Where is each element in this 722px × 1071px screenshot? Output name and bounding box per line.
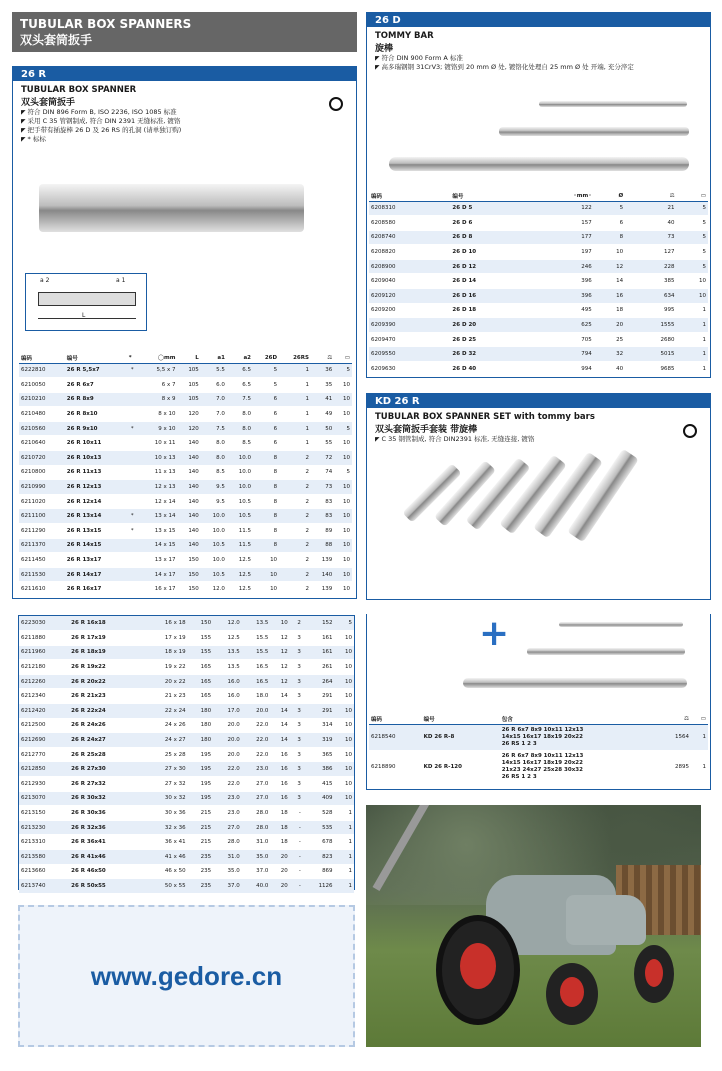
plus-icon: + bbox=[479, 613, 510, 654]
tommy-bar-large bbox=[463, 678, 687, 688]
table-row: 6213740 26 R 50x55 50 x 55 235 37.0 40.0 20 - 1126 1 bbox=[19, 879, 354, 894]
tommy-bar-small bbox=[559, 622, 683, 627]
table-row: 6213070 26 R 30x32 30 x 32 195 23.0 27.0 16 3 409 10 bbox=[19, 791, 354, 806]
table-row: 6210050 26 R 6x7 6 x 7 105 6.0 6.5 5 1 35 10 bbox=[19, 378, 352, 393]
section-kd26r-continued bbox=[366, 614, 711, 790]
table-row: 6210560 26 R 9x10 * 9 x 10 120 7.5 8.0 6 1 50 5 bbox=[19, 421, 352, 436]
feature-list: ◤ 符合 DIN 900 Form A 标准 ◤ 高多瑞钢钢 31CrV3; 镀铬到 20 mm Ø 处, 镀铬化处理自 25 mm Ø 处 开端, 充分淬定 bbox=[375, 54, 702, 72]
page-title-cn: 双头套筒扳手 bbox=[20, 33, 93, 47]
tommy-bar-small bbox=[539, 101, 687, 107]
table-row: 6209040 26 D 14 396 14 385 10 bbox=[369, 274, 708, 289]
table-row: 6208820 26 D 10 197 10 127 5 bbox=[369, 245, 708, 260]
product-title-cn: 双头套筒扳手套装 带旋棒 bbox=[375, 425, 478, 435]
feature-list: ◤ 符合 DIN 896 Form B, ISO 2236, ISO 1085 标准 ◤ 采用 C 35 管钢制成, 符合 DIN 2391 无缝标准, 镀铬 ◤ 把手带有插旋棒 26 D 及 26 RS 的孔洞 (请单独订购) ◤ * 标标 bbox=[21, 108, 348, 144]
table-kd26r: 编码 编号 包含 ⚖ ▭ 6218540 KD 26 R-8 26 R 6x7 8x9 10x11 12x13 14x15 16x17 18x19 20x22 26 RS 1 2 3 1564 1 6218890 KD 26 R-120 26 R 6x7 8x9 10x11 12x13 14x15 16x17 18x19 20x22 21x23 24x27 25x28 30x32 26 RS 1 2 3 2895 1 bbox=[369, 714, 708, 784]
front-wheel bbox=[546, 963, 598, 1025]
table-row: 6210480 26 R 8x10 8 x 10 120 7.0 8.0 6 1 49 10 bbox=[19, 407, 352, 422]
table-row: 6213230 26 R 32x36 32 x 36 215 27.0 28.0 18 - 535 1 bbox=[19, 820, 354, 835]
section-kd26r bbox=[366, 393, 711, 600]
table-row: 6210800 26 R 11x13 11 x 13 140 8.5 10.0 8 2 74 5 bbox=[19, 465, 352, 480]
table-row: 6218890 KD 26 R-120 26 R 6x7 8x9 10x11 12x13 14x15 16x17 18x19 20x22 21x23 24x27 25x28 30x32 26 RS 1 2 3 2895 1 bbox=[369, 750, 708, 783]
table-row: 6222810 26 R 5,5x7 * 5,5 x 7 105 5.5 6.5 5 1 36 5 bbox=[19, 363, 352, 378]
website-box bbox=[18, 905, 355, 1047]
table-row: 6211610 26 R 16x17 16 x 17 150 12.0 12.5 10 2 139 10 bbox=[19, 582, 352, 597]
table-row: 6212420 26 R 22x24 22 x 24 180 17.0 20.0 14 3 291 10 bbox=[19, 704, 354, 719]
table-26r: 编码 编号 * ◯mm L a1 a2 26D 26RS ⚖ ▭ 6222810 26 R 5,5x7 * 5,5 x 7 105 5.5 6.5 5 1 36 5 6210050 26 R 6x7 6 x 7 105 6.0 6.5 5 1 35 10 6210210 26 R 8x9 8 x 9 105 7.0 7.5 6 1 41 10 6210480 26 R 8x10 8 x 10 120 7.0 8.0 6 1 49 10 6210560 26 R 9x10 * 9 x 10 120 7.5 8.0 6 1 50 5 6210640 26 R 10x11 10 x 11 140 8.0 8.5 6 1 55 10 6210720 26 R 10x13 10 x 13 140 8.0 10.0 8 2 72 10 6210800 26 R 11x13 11 x 13 140 8.5 10.0 8 2 74 5 6210990 26 R 12x13 12 x 13 140 9.5 10.0 8 2 73 10 6211020 26 R 12x14 12 x 14 140 9.5 10.5 8 2 83 10 6211100 26 R 13x14 * 13 x 14 140 10.0 10.5 8 2 83 10 6211290 26 R 13x15 * 13 x 15 140 10.0 11.5 8 2 89 10 6211370 26 R 14x15 14 x 15 140 10.5 11.5 8 2 88 10 6211450 26 R 13x17 13 x 17 150 10.0 12.5 10 2 139 10 6211530 26 R 14x17 14 x 17 150 10.5 12.5 10 2 140 10 6211610 26 R 16x17 16 x 17 150 12.0 12.5 10 2 139 10 bbox=[19, 353, 352, 597]
spanner-set-image bbox=[387, 456, 647, 546]
table-row: 6211020 26 R 12x14 12 x 14 140 9.5 10.5 8 2 83 10 bbox=[19, 494, 352, 509]
page-title: TUBULAR BOX SPANNERS bbox=[20, 17, 192, 31]
tractor-photo bbox=[366, 805, 701, 1047]
section-code: KD 26 R bbox=[367, 394, 710, 408]
front-wheel-right bbox=[634, 945, 674, 1003]
page-header bbox=[12, 12, 357, 52]
table-row: 6209120 26 D 16 396 16 634 10 bbox=[369, 289, 708, 304]
section-code: 26 D bbox=[367, 13, 710, 27]
table-row: 6212260 26 R 20x22 20 x 22 165 16.0 16.5 12 3 264 10 bbox=[19, 674, 354, 689]
section-26r-continued bbox=[18, 615, 355, 890]
table-row: 6213310 26 R 36x41 36 x 41 215 28.0 31.0 18 - 678 1 bbox=[19, 835, 354, 850]
table-row: 6211880 26 R 17x19 17 x 19 155 12.5 15.5 12 3 161 10 bbox=[19, 631, 354, 646]
section-26r bbox=[12, 66, 357, 599]
website-url[interactable]: www.gedore.cn bbox=[90, 960, 283, 991]
product-title-cn: 双头套筒扳手 bbox=[21, 98, 76, 108]
section-26d bbox=[366, 12, 711, 378]
table-row: 6213660 26 R 46x50 46 x 50 235 35.0 37.0 20 - 869 1 bbox=[19, 864, 354, 879]
spanner-image bbox=[39, 184, 304, 232]
product-title: TUBULAR BOX SPANNER bbox=[21, 85, 137, 95]
table-row: 6211450 26 R 13x17 13 x 17 150 10.0 12.5 10 2 139 10 bbox=[19, 553, 352, 568]
table-row: 6210990 26 R 12x13 12 x 13 140 9.5 10.0 8 2 73 10 bbox=[19, 480, 352, 495]
table-row: 6212850 26 R 27x30 27 x 30 195 22.0 23.0 16 3 386 10 bbox=[19, 762, 354, 777]
table-row: 6212690 26 R 24x27 24 x 27 180 20.0 22.0 14 3 319 10 bbox=[19, 733, 354, 748]
table-row: 6223030 26 R 16x18 16 x 18 150 12.0 13.5 10 2 152 5 bbox=[19, 616, 354, 631]
dimension-drawing: a 2 a 1 L bbox=[25, 273, 147, 331]
product-title: TOMMY BAR bbox=[375, 31, 434, 41]
circle-icon bbox=[329, 97, 343, 111]
table-row: 6209390 26 D 20 625 20 1555 1 bbox=[369, 318, 708, 333]
table-row: 6208740 26 D 8 177 8 73 5 bbox=[369, 230, 708, 245]
table-row: 6211530 26 R 14x17 14 x 17 150 10.5 12.5 10 2 140 10 bbox=[19, 567, 352, 582]
table-row: 6213580 26 R 41x46 41 x 46 235 31.0 35.0 20 - 823 1 bbox=[19, 850, 354, 865]
table-row: 6211370 26 R 14x15 14 x 15 140 10.5 11.5 8 2 88 10 bbox=[19, 538, 352, 553]
table-row: 6208900 26 D 12 246 12 228 5 bbox=[369, 259, 708, 274]
table-row: 6210210 26 R 8x9 8 x 9 105 7.0 7.5 6 1 41 10 bbox=[19, 392, 352, 407]
section-code: 26 R bbox=[13, 67, 356, 81]
feature-list: ◤ C 35 钢管制成, 符合 DIN2391 标准, 无缝连接, 镀铬 bbox=[375, 435, 702, 444]
table-row: 6218540 KD 26 R-8 26 R 6x7 8x9 10x11 12x13 14x15 16x17 18x19 20x22 26 RS 1 2 3 1564 1 bbox=[369, 724, 708, 750]
table-row: 6212500 26 R 24x26 24 x 26 180 20.0 22.0 14 3 314 10 bbox=[19, 718, 354, 733]
table-row: 6212770 26 R 25x28 25 x 28 195 20.0 22.0 16 3 365 10 bbox=[19, 747, 354, 762]
table-row: 6213150 26 R 30x36 30 x 36 215 23.0 28.0 18 - 528 1 bbox=[19, 806, 354, 821]
table-row: 6208310 26 D 5 122 5 21 5 bbox=[369, 201, 708, 216]
product-title: TUBULAR BOX SPANNER SET with tommy bars bbox=[375, 412, 595, 422]
table-row: 6209470 26 D 25 705 25 2680 1 bbox=[369, 332, 708, 347]
table-row: 6212180 26 R 19x22 19 x 22 165 13.5 16.5 12 3 261 10 bbox=[19, 660, 354, 675]
table-row: 6211100 26 R 13x14 * 13 x 14 140 10.0 10.5 8 2 83 10 bbox=[19, 509, 352, 524]
tommy-bar-medium bbox=[527, 648, 685, 655]
table-row: 6209200 26 D 18 495 18 995 1 bbox=[369, 303, 708, 318]
tommy-bar-medium bbox=[499, 127, 689, 136]
table-row: 6209550 26 D 32 794 32 5015 1 bbox=[369, 347, 708, 362]
tractor-hood bbox=[566, 895, 646, 945]
circle-icon bbox=[683, 424, 697, 438]
rear-wheel bbox=[436, 915, 520, 1025]
product-title-cn: 旋棒 bbox=[375, 44, 394, 54]
table-row: 6208580 26 D 6 157 6 40 5 bbox=[369, 216, 708, 231]
table-row: 6210720 26 R 10x13 10 x 13 140 8.0 10.0 8 2 72 10 bbox=[19, 451, 352, 466]
table-row: 6212930 26 R 27x32 27 x 32 195 22.0 27.0 16 3 415 10 bbox=[19, 777, 354, 792]
table-row: 6211960 26 R 18x19 18 x 19 155 13.5 15.5 12 3 161 10 bbox=[19, 645, 354, 660]
table-row: 6209630 26 D 40 994 40 9685 1 bbox=[369, 362, 708, 377]
table-26d: 编码 编号 ◦mm◦ Ø ⚖ ▭ 6208310 26 D 5 122 5 21 5 6208580 26 D 6 157 6 40 5 6208740 26 D 8 177 8 73 5 6208820 26 D 10 197 10 127 5 6208900 26 D 12 246 12 228 5 6209040 26 D 14 396 14 385 10 6209120 26 D 16 396 16 634 10 6209200 26 D 18 495 18 995 1 6209390 26 D 20 625 20 1555 1 6209470 26 D 25 705 25 2680 1 6209550 26 D 32 794 32 5015 1 6209630 26 D 40 994 40 9685 1 bbox=[369, 191, 708, 377]
table-row: 6211290 26 R 13x15 * 13 x 15 140 10.0 11.5 8 2 89 10 bbox=[19, 524, 352, 539]
table-26r-continued bbox=[19, 616, 354, 894]
table-row: 6212340 26 R 21x23 21 x 23 165 16.0 18.0 14 3 291 10 bbox=[19, 689, 354, 704]
table-row: 6210640 26 R 10x11 10 x 11 140 8.0 8.5 6 1 55 10 bbox=[19, 436, 352, 451]
tommy-bar-large bbox=[389, 157, 689, 171]
